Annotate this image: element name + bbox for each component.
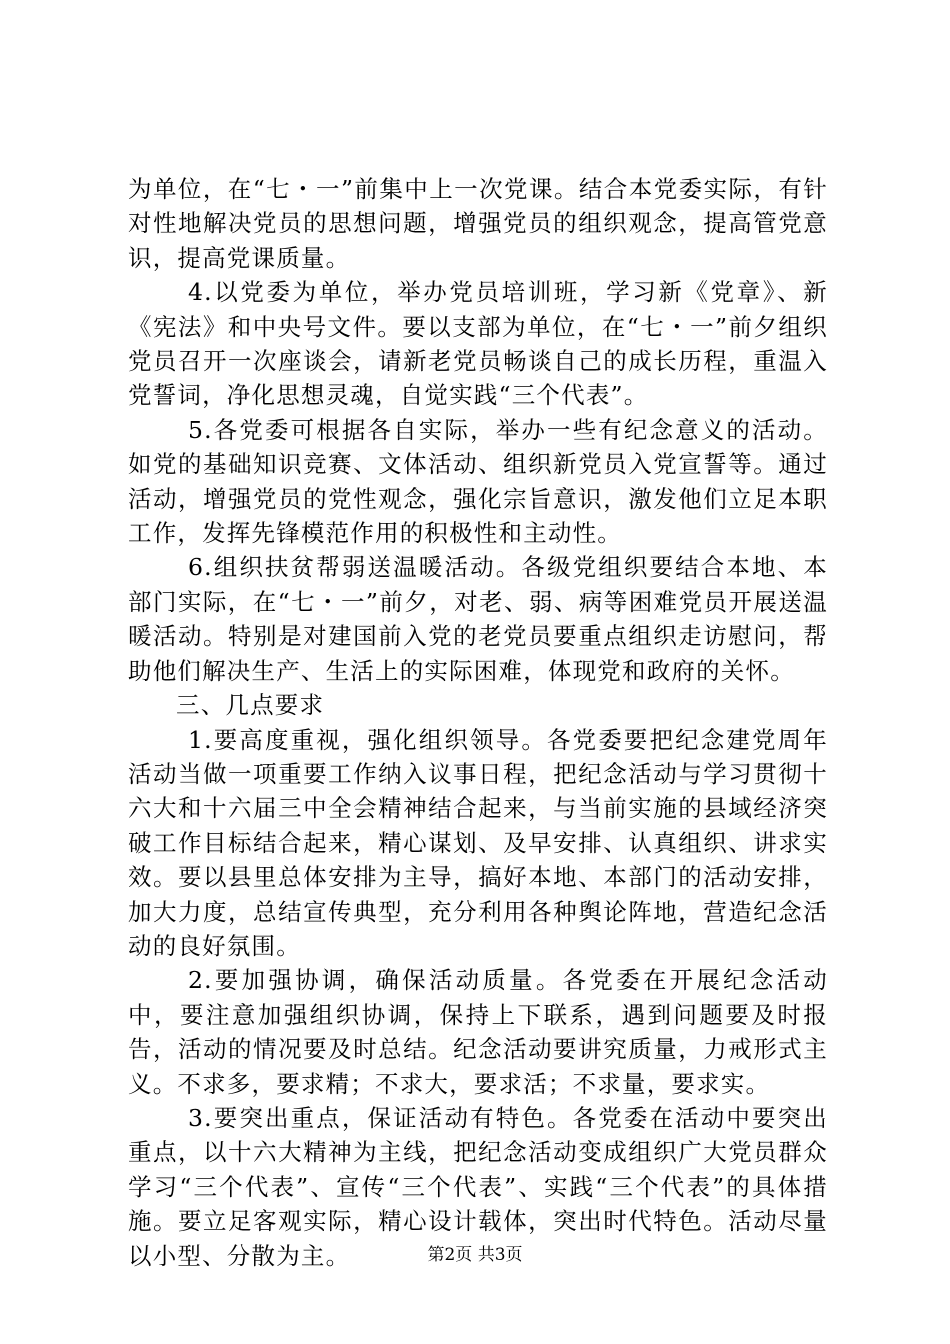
- paragraph-continuation: 为单位，在“七・一”前集中上一次党课。结合本党委实际，有针对性地解决党员的思想问题，增强党员的组织观念，提高管党意识，提高党课质量。: [128, 175, 828, 272]
- paragraph-item-5: 5.各党委可根据各自实际，举办一些有纪念意义的活动。如党的基础知识竞赛、文体活动、组织新党员入党宣誓等。通过活动，增强党员的党性观念，强化宗旨意识，激发他们立足本职工作，发挥先锋模范作用的积极性和主动性。: [128, 415, 828, 548]
- paragraph-requirement-1: 1.要高度重视，强化组织领导。各党委要把纪念建党周年活动当做一项重要工作纳入议事日程，把纪念活动与学习贯彻十六大和十六届三中全会精神结合起来，与当前实施的县域经济突破工作目标结合起来，精心谋划、及早安排、认真组织、讲求实效。要以县里总体安排为主导，搞好本地、本部门的活动安排，加大力度，总结宣传典型，充分利用各种舆论阵地，营造纪念活动的良好氛围。: [128, 725, 828, 960]
- paragraph-requirement-3: 3.要突出重点，保证活动有特色。各党委在活动中要突出重点，以十六大精神为主线，把纪念活动变成组织广大党员群众学习“三个代表”、宣传“三个代表”、实践“三个代表”的具体措施。要立足客观实际，精心设计载体，突出时代特色。活动尽量以小型、分散为主。: [128, 1103, 828, 1270]
- page-number-footer: 第2页 共3页: [427, 1245, 523, 1265]
- paragraph-item-6: 6.组织扶贫帮弱送温暖活动。各级党组织要结合本地、本部门实际，在“七・一”前夕，对老、弱、病等困难党员开展送温暖活动。特别是对建国前入党的老党员要重点组织走访慰问，帮助他们解决生产、生活上的实际困难，体现党和政府的关怀。: [128, 553, 828, 685]
- section-heading-requirements: 三、几点要求: [176, 691, 325, 720]
- paragraph-requirement-2: 2.要加强协调，确保活动质量。各党委在开展纪念活动中，要注意加强组织协调，保持上下联系，遇到问题要及时报告，活动的情况要及时总结。纪念活动要讲究质量，力戒形式主义。不求多，要求精；不求大，要求活；不求量，要求实。: [128, 966, 828, 1098]
- document-body: [128, 172, 828, 1273]
- paragraph-item-4: 4.以党委为单位，举办党员培训班，学习新《党章》、新《宪法》和中央号文件。要以支部为单位，在“七・一”前夕组织党员召开一次座谈会，请新老党员畅谈自己的成长历程，重温入党誓词，净化思想灵魂，自觉实践“三个代表”。: [128, 278, 828, 410]
